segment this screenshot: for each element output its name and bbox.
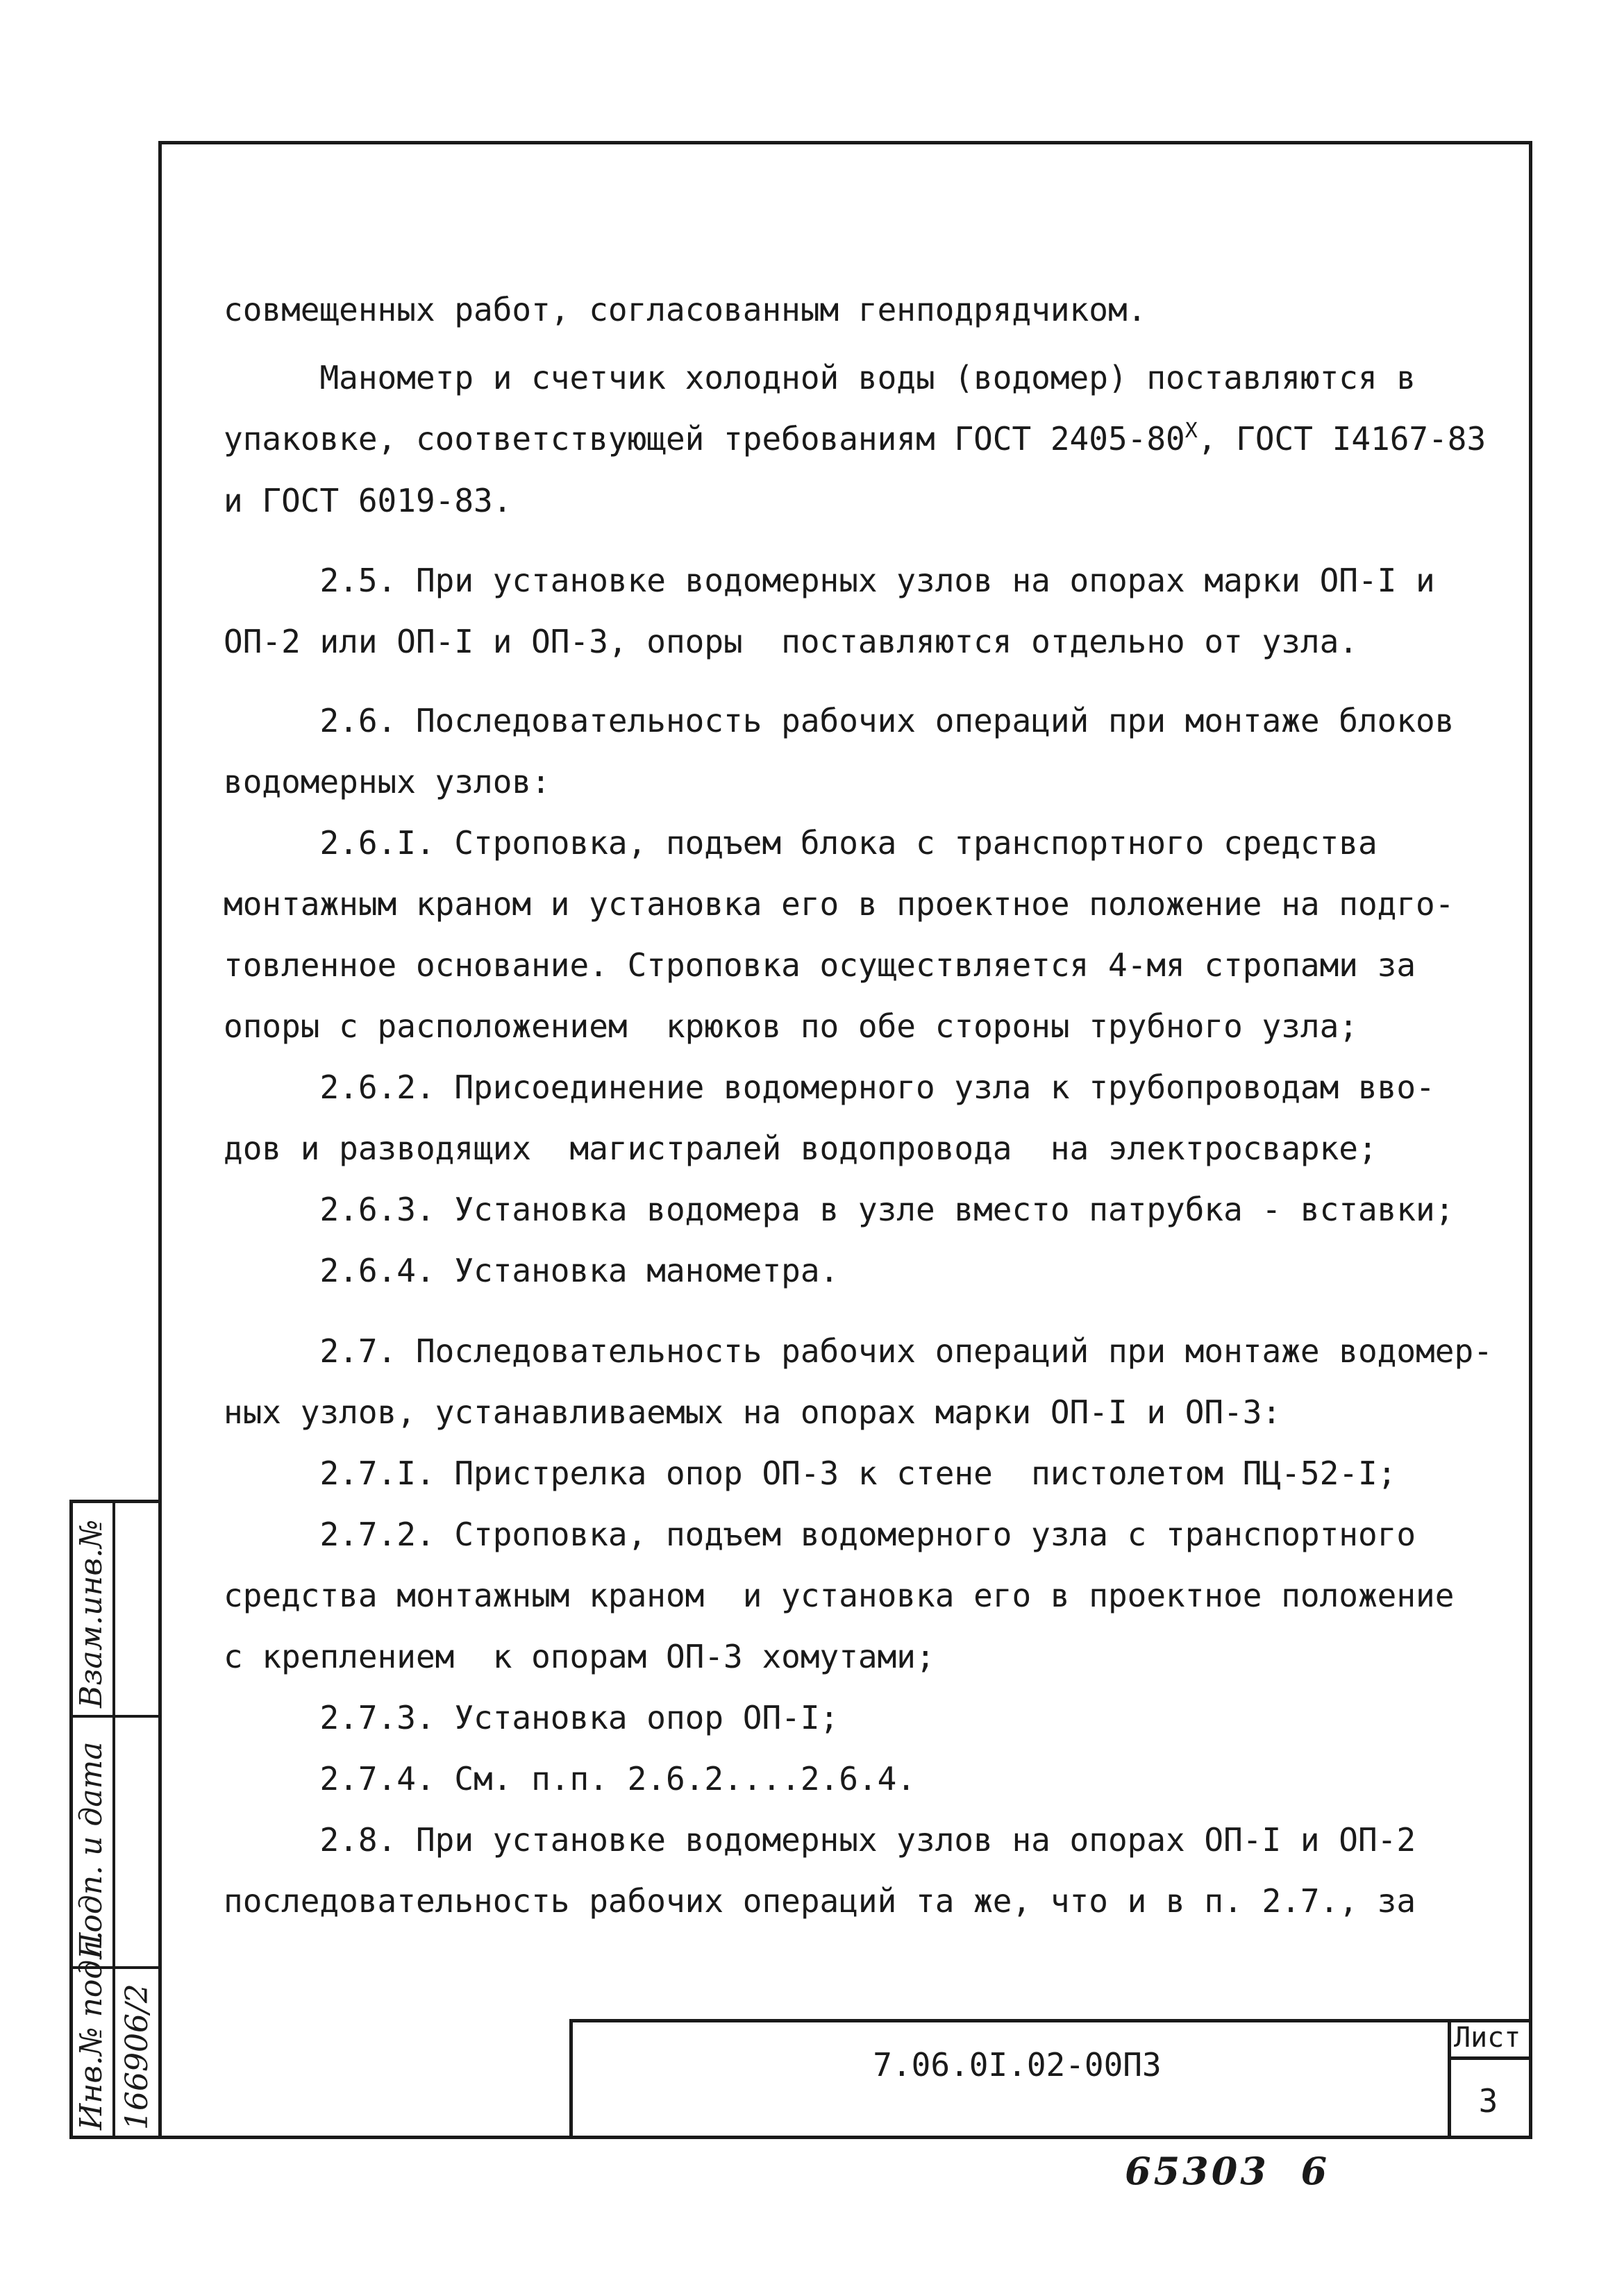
text-line: ных узлов, устанавливаемых на опорах марки ОП-I и ОП-3: [224, 1393, 1282, 1431]
text-line: товленное основание. Строповка осуществляется 4-мя стропами за [224, 946, 1416, 984]
text-line: монтажным краном и установка его в проектное положение на подго- [224, 885, 1455, 923]
handwritten-note: 65303 6 [1125, 2149, 1330, 2193]
superscript-mark: X [1184, 419, 1198, 443]
text-line: дов и разводящих магистралей водопровода на электросварке; [224, 1130, 1378, 1167]
sheet-number: 3 [1478, 2082, 1498, 2120]
text-line: Манометр и счетчик холодной воды (водомер) поставляются в [224, 359, 1416, 396]
text-line: совмещенных работ, согласованным генподрядчиком. [224, 291, 1147, 328]
text-line: последовательность рабочих операций та же, что и в п. 2.7., за [224, 1882, 1416, 1920]
stamp-inv-value: 166906/2 [119, 1984, 155, 2130]
text-line: 2.6.4. Установка манометра. [224, 1252, 839, 1289]
text-line: ОП-2 или ОП-I и ОП-3, опоры поставляются отдельно от узла. [224, 623, 1358, 660]
text-line: водомерных узлов: [224, 763, 551, 801]
stamp-column-divider [112, 1500, 115, 2139]
frame-bottom-border [69, 2136, 1532, 2139]
text-line: 2.6.I. Строповка, подъем блока с транспортного средства [224, 824, 1378, 862]
stamp-sign-label: Подп. и дата [74, 1741, 109, 1959]
frame-top-border [158, 141, 1532, 144]
text-span: упаковке, соответствующей требованиям ГОСТ 2405-80 [224, 420, 1185, 458]
frame-right-border [1529, 141, 1532, 2139]
stamp-inv-label: Инв.№ подл. [74, 1930, 109, 2130]
text-line: опоры с расположением крюков по обе стороны трубного узла; [224, 1007, 1358, 1045]
text-line: и ГОСТ 6019-83. [224, 482, 512, 519]
text-line: 2.7.3. Установка опор ОП-I; [224, 1699, 839, 1736]
text-line [224, 421, 1508, 457]
stamp-swap-label: Взам.инв.№ [74, 1519, 109, 1708]
text-line: 2.7.2. Строповка, подъем водомерного узла с транспортного [224, 1516, 1416, 1553]
text-line: средства монтажным краном и установка его в проектное положение [224, 1577, 1455, 1614]
text-line: с креплением к опорам ОП-3 хомутами; [224, 1638, 935, 1675]
stamp-row-divider [69, 1715, 162, 1718]
text-line: 2.7.4. См. п.п. 2.6.2....2.6.4. [224, 1760, 916, 1798]
text-line: 2.7. Последовательность рабочих операций при монтаже водомер- [224, 1332, 1493, 1370]
text-line: 2.8. При установке водомерных узлов на опорах ОП-I и ОП-2 [224, 1821, 1416, 1859]
sheet-divider [1448, 2056, 1529, 2060]
document-code: 7.06.0I.02-00ПЗ [873, 2046, 1162, 2084]
text-span: , ГОСТ I4167-83 [1197, 420, 1487, 458]
text-line: 2.5. При установке водомерных узлов на опорах марки ОП-I и [224, 562, 1435, 599]
text-line: 2.6. Последовательность рабочих операций при монтаже блоков [224, 702, 1455, 739]
text-line: 2.6.3. Установка водомера в узле вместо патрубка - вставки; [224, 1191, 1455, 1228]
text-line: 2.7.I. Пристрелка опор ОП-3 к стене пистолетом ПЦ-52-I; [224, 1455, 1397, 1492]
text-line: 2.6.2. Присоединение водомерного узла к трубопроводам вво- [224, 1069, 1435, 1106]
sheet-label: Лист [1454, 2022, 1521, 2054]
